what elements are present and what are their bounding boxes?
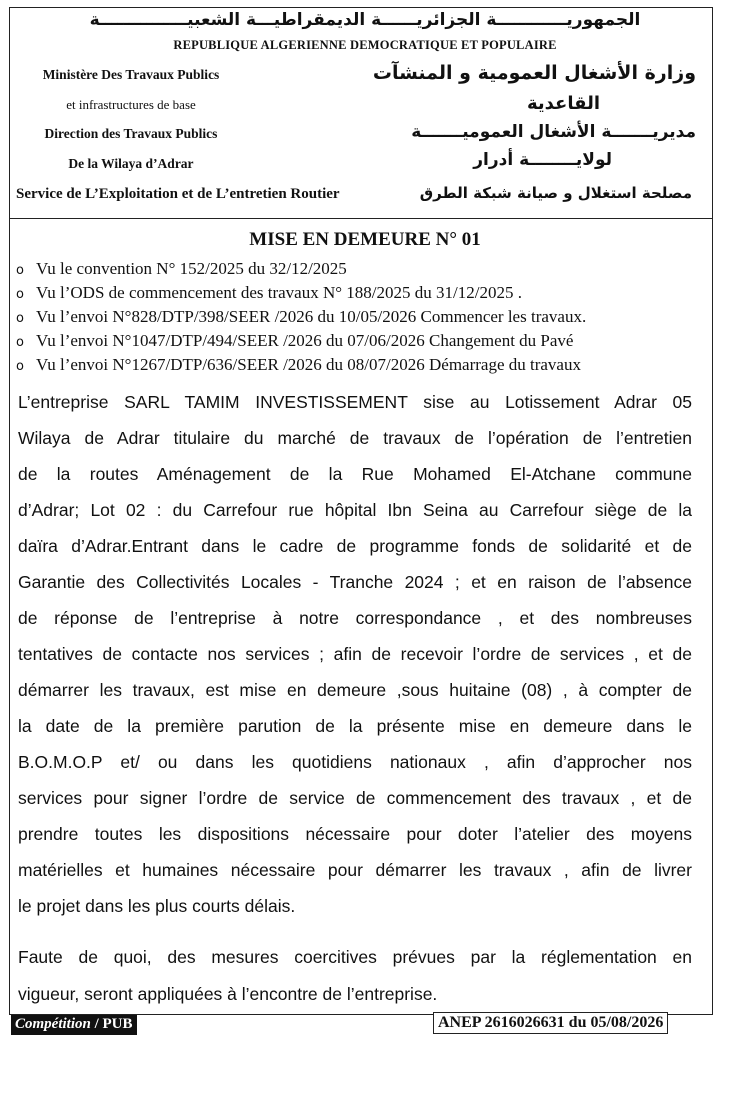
body-line: Garantie des Collectivités Locales - Tranche 2024 ; et en raison de l’absence (18, 572, 692, 592)
directorate-line: Direction des Travaux Publics (44, 126, 218, 141)
body-line: prendre toutes les dispositions nécessaire pour doter l’atelier des moyens (18, 824, 692, 844)
arabic-infrastructure-line: القاعدية (526, 93, 600, 114)
publisher-tag: / PUB (90, 1016, 133, 1032)
arabic-republic-heading: الجمهوريــــــــــــة الجزائريــــــة الديمقراطيـــة الشعبيـــــــــــــــة (89, 10, 641, 30)
body-line: démarrer les travaux, est mise en demeure ,sous huitaine (08) , à compter de (18, 680, 692, 700)
reference-item (16, 307, 586, 327)
publisher-name: Compétition (15, 1016, 91, 1032)
body-line: d’Adrar; Lot 02 : du Carrefour rue hôpital Ibn Seina au Carrefour siège de la (18, 500, 692, 520)
infrastructure-line: et infrastructures de base (66, 97, 196, 112)
anep-reference: ANEP 2616026631 du 05/08/2026 (433, 1012, 668, 1034)
arabic-directorate-line: مديريـــــــة الأشغال العموميـــــــة (411, 122, 696, 142)
service-line: Service de L’Exploitation et de L’entretien Routier (16, 186, 340, 202)
body-line: la date de la première parution de la présente mise en demeure dans le (18, 716, 692, 736)
circle-bullet-icon: o (16, 311, 24, 326)
header-divider (9, 218, 713, 219)
reference-text: Vu l’envoi N°828/DTP/398/SEER /2026 du 10/05/2026 Commencer les travaux. (36, 307, 587, 326)
reference-text: Vu l’ODS de commencement des travaux N° 188/2025 du 31/12/2025 . (36, 283, 522, 302)
circle-bullet-icon: o (16, 287, 24, 302)
circle-bullet-icon: o (16, 335, 24, 350)
reference-item (16, 283, 522, 303)
body-line: L’entreprise SARL TAMIM INVESTISSEMENT sise au Lotissement Adrar 05 (18, 392, 692, 412)
arabic-service-line: مصلحة استغلال و صيانة شبكة الطرق (419, 184, 692, 202)
body-line: le projet dans les plus courts délais. (18, 896, 296, 916)
body-line: Wilaya de Adrar titulaire du marché de travaux de l’opération de l’entretien (18, 428, 692, 448)
body-line: de la routes Aménagement de la Rue Mohamed El-Atchane commune (18, 464, 692, 484)
closing-line: Faute de quoi, des mesures coercitives prévues par la réglementation en (18, 947, 692, 967)
circle-bullet-icon: o (16, 359, 24, 374)
ministry-line: Ministère Des Travaux Publics (42, 67, 220, 82)
body-line: daïra d’Adrar.Entrant dans le cadre de programme fonds de solidarité et de (18, 536, 692, 556)
reference-text: Vu le convention N° 152/2025 du 32/12/2025 (36, 259, 347, 278)
body-line: B.O.M.O.P et/ ou dans les quotidiens nationaux , afin d’approcher nos (18, 752, 692, 772)
notice-title: MISE EN DEMEURE N° 01 (249, 229, 481, 250)
french-republic-heading: REPUBLIQUE ALGERIENNE DEMOCRATIQUE ET POPULAIRE (173, 38, 557, 52)
wilaya-line: De la Wilaya d’Adrar (68, 156, 194, 171)
reference-item (16, 259, 347, 279)
arabic-ministry-line: وزارة الأشغال العمومية و المنشآت (372, 62, 696, 84)
body-line: de réponse de l’entreprise à notre correspondance , et des nombreuses (18, 608, 692, 628)
reference-text: Vu l’envoi N°1047/DTP/494/SEER /2026 du 07/06/2026 Changement du Pavé (36, 331, 574, 350)
reference-item (16, 331, 573, 351)
reference-item (16, 355, 581, 375)
publisher-badge (11, 1015, 137, 1035)
arabic-wilaya-line: لولايــــــــة أدرار (473, 150, 612, 170)
body-line: matérielles et humaines nécessaire pour démarrer les travaux , afin de livrer (18, 860, 692, 880)
reference-text: Vu l’envoi N°1267/DTP/636/SEER /2026 du 08/07/2026 Démarrage du travaux (36, 355, 581, 374)
closing-line: vigueur, seront appliquées à l’encontre de l’entreprise. (18, 984, 438, 1004)
body-line: services pour signer l’ordre de service de commencement des travaux , et de (18, 788, 692, 808)
circle-bullet-icon: o (16, 263, 24, 278)
body-line: tentatives de contacte nos services ; afin de recevoir l’ordre de services , et de (18, 644, 692, 664)
